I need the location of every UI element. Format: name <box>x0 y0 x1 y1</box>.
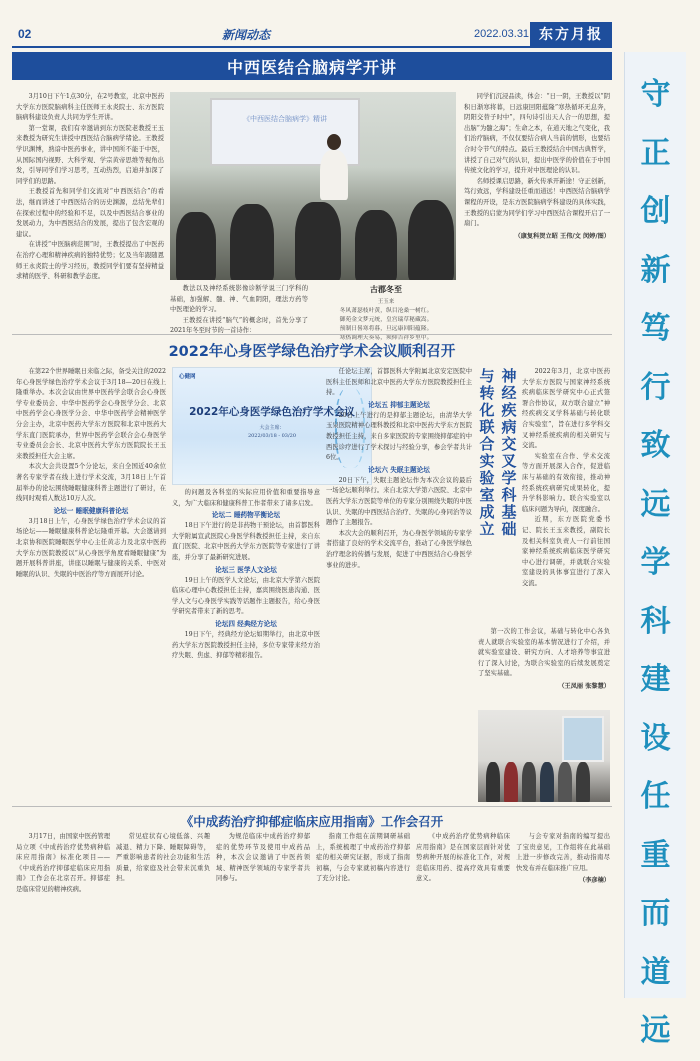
motto-char: 行 <box>640 369 671 405</box>
poem-line: 冬风萧瑟枝叶黄，纵目沧桑一树红。 <box>339 308 433 314</box>
article1-mid-column <box>170 284 308 337</box>
article3-vertical-title-left: 与转化联合实验室成立 <box>479 367 495 538</box>
motto-char: 而 <box>640 896 671 931</box>
article1-credit: （康复科贺立昭 王伟/文 闵婷/图） <box>514 232 610 240</box>
paragraph: 的问题及各科室的实际应用价值和重要指导意义，为广大临床和健康科普工作者带来了诸多启发。 <box>172 489 320 507</box>
paragraph: 名师授课启思路，新火传承开新途！守正创新，笃行致远，学科建设任重而道远！中西医结合脑病学课程的开设，是东方医院脑病学科建设的具体实践，王教授的启蒙为同学们学习中西医结合课程开启了一扇门。 <box>464 177 610 228</box>
speaker-figure <box>320 150 348 200</box>
paragraph: 第一堂课，我们有幸邀请到东方医院老教授王玉来教授为研究生讲授中西医结合脑病学绪论。王教授学识渊博，熟谙中医药事业，讲中国所不能于中医，从国际国内视野、大科学观、学宗黄帝思维等视角出发，引导同学们学习思考，互动热烈，启迪并加深了同学们的思路。 <box>16 124 164 185</box>
poem-body <box>316 307 456 343</box>
motto-char: 远 <box>640 1013 671 1048</box>
paragraph: 为规范临床中成药治疗抑郁症的优势环节及使用中成药品种，本次会议邀请了中医药领域、精神医学领域的专家学者共同参与。 <box>216 833 310 883</box>
motto-char: 建 <box>640 662 671 697</box>
paragraph: 在讲授“中医脑病范围”时，王教授提出了中医药在治疗心理和精神疾病的独特优势；忆及当年跟随恩师王永炎院士的学习经历，教授同学们要有坚持精益求精的医学、科研和教学态度。 <box>16 241 164 281</box>
window <box>562 716 604 762</box>
person-figure <box>522 762 536 802</box>
audience-figure <box>230 204 274 280</box>
paragraph: 近期，东方医院党委书记、院长王玉来教授，副院长及相关科室负责人一行前往国家神经系统疾病临床医学研究中心进行调研，并就联合实验室建设的具体事宜进行了深入交流。 <box>522 516 610 587</box>
banner-title: 2022年心身医学绿色治疗学术会议 <box>189 406 355 418</box>
paragraph: 第一次的工作会议，基础与转化中心各负责人就联合实验室的基本情况进行了介绍，并就实验室建设、研究方向、人才培养等事宜进行了深入讨论，为联合实验室的后续发展奠定了坚实基础。 <box>478 628 610 678</box>
audience-figure <box>408 200 454 280</box>
paragraph: 指南工作组在前期调研基础上，系统梳理了中成药治疗抑郁症的相关研究证据，形成了指南初稿，与会专家就初稿内容进行了充分讨论。 <box>316 833 410 883</box>
speaker-head <box>327 134 341 150</box>
motto-char: 道 <box>640 954 671 990</box>
poem-line: 御苑金文梦元统，皇宫瑞草秘藏嵩。 <box>339 317 433 323</box>
section-divider <box>12 334 612 335</box>
subheading: 论坛四 经典经方论坛 <box>215 619 277 628</box>
article2-title: 2022年心身医学绿色治疗学术会议顺利召开 <box>168 344 456 360</box>
lab-group-photo <box>478 710 610 802</box>
article4-credit: （李彦楠） <box>579 877 610 885</box>
motto-char: 任 <box>640 779 671 814</box>
article4-column-1 <box>16 832 110 896</box>
motto-char: 创 <box>640 194 671 229</box>
paragraph: 20日下午，失眠主题论坛作为本次会议的最后一场论坛顺利举行。来自北京大学第六医院、北京中医药大学东方医院等单位的专家分别围绕失眠的中医认识、失眠的中西医结合治疗、失眠的心身同治等议题作了主题报告。 <box>326 476 472 527</box>
poem-line: 寒热调理天奏易，须仰吉祥乡里中。 <box>339 335 433 341</box>
motto-char: 新 <box>640 252 671 288</box>
paragraph: 19日下午，经典经方论坛如期举行，由北京中医药大学东方医院教授担任主持，多位专家带来经方治疗失眠、焦虑、抑郁等精彩报告。 <box>172 630 320 660</box>
article4-column-4 <box>316 832 410 885</box>
article3-bottom <box>478 627 610 693</box>
motto-char: 学 <box>640 545 671 580</box>
audience-figure <box>355 210 397 280</box>
paragraph: 同学们沉浸品读，体会：“日一阴，王教授以“阴积日渐寒将暮，日远康回阳蕴隆”寒热循环无息奔，阴阳交替子时中”，四句诗引出天人合一的思想，提出脑“为髓之海”；生命之本，在道天地之气变化，我们治疗脑病，不仅仅要结合病人当前的情形，也要结合时令节气的特点。最后王教授结合中国古典哲学，讲授了自己对气的认识，提出中医学的价值在于中国传统文化的学习，提升对中医理论的认识。 <box>464 93 610 175</box>
paragraph: 在第22个世界睡眠日来临之际，备受关注的2022年心身医学绿色治疗学术会议于3月18—20日在线上隆重举办。本次会议由世界中医药学会联合会心身医学专业委员会、中华中医药学会心身医学分会、北京中医药学会心身医学分会、中华中医药学会精神医学分会主办，北京中医药大学东方医院和北京中医药大学东直门医院承办，世界中医药学会联合会心身医学专业委员会会长、北京中医药大学东方医院院长王玉来教授担任大会主席。 <box>16 368 166 460</box>
article1-title: 中西医结合脑病学开讲 <box>12 52 612 80</box>
paragraph: 王教授首先和同学们交流对“中西医结合”的看法，继而讲述了中西医结合的历史渊源，总结先辈们在探索过程中的经验和不足，以及中西医结合事业的发展动力，为中西医结合的发展，提出了包含宏观的建议。 <box>16 188 164 238</box>
article4-column-3 <box>216 832 310 885</box>
paragraph: 3月18日上午，心身医学绿色治疗学术会议的首场论坛——睡眠健康科普论坛隆重开幕。大会邀请到北京协和医院睡眠医学中心主任黄志力及北京中医药大学东方医院教授以“从心身医学角度看睡眠健康”为题开展科普讲座，讲座以睡眠与健康的关系、中医对睡眠的认识、失眠的中医治疗等方面展开讨论。 <box>16 517 166 578</box>
main-content <box>12 22 612 893</box>
motto-char: 设 <box>640 720 671 756</box>
article1-right-column <box>464 92 610 242</box>
subheading: 论坛五 抑郁主题论坛 <box>368 400 430 409</box>
section-name: 新闻动态 <box>222 27 271 42</box>
banner-logo: 心健网 <box>179 374 196 380</box>
audience-figure <box>176 212 216 280</box>
motto-sidebar <box>624 52 686 1048</box>
banner-chair: 大会主席： <box>259 425 285 431</box>
paragraph: 2022年3月，北京中医药大学东方医院与国家神经系统疾病临床医学研究中心正式签署合作协议，双方联合建立“神经疾病交叉学科基础与转化联合实验室”，旨在进行多学科交叉神经系统疾病的相关研究与交流。 <box>522 368 610 450</box>
subheading: 论坛三 医学人文论坛 <box>215 565 277 574</box>
motto-char: 科 <box>640 603 671 639</box>
section-divider <box>12 806 612 807</box>
poem-line: 预制日晷寒将暮，旦远康回阳蕴隆。 <box>339 326 433 332</box>
paragraph: 18日下午进行的是非药物干预论坛，由首都医科大学附属宣武医院心身医学科教授担任主持，来自东直门医院、北京中医药大学东方医院等专家进行了讲座，并分享了最新研究进展。 <box>172 522 320 561</box>
person-figure <box>504 762 518 802</box>
audience-figure <box>295 202 341 280</box>
paragraph: 19日上午的医学人文论坛，由北京大学第六医院临床心理中心教授担任主持，嘉宾围绕医患沟通、医学人文与心身医学实践等话题作主题报告，给心身医学研究者带来了新的思考。 <box>172 576 320 616</box>
lecture-photo <box>170 92 456 280</box>
motto-char: 笃 <box>640 311 671 346</box>
paragraph: 任论坛主席，首都医科大学附属北京安定医院中医科主任医师和北京中医药大学东方医院教授担任主持。 <box>326 368 472 397</box>
paragraph: 教法以及神经系统影像诊断学说三门学科的基础，加强解、髓、神、气血阴阳，理法方药等中医理论的学习。 <box>170 285 308 314</box>
motto-char: 正 <box>640 135 671 171</box>
paragraph: 常见症状有心境低落、兴趣减退、精力下降、睡眠障碍等，严重影响患者的社会功能和生活质量，给家庭及社会带来沉重负担。 <box>116 833 210 883</box>
subheading: 论坛六 失眠主题论坛 <box>368 465 430 474</box>
article2-column-3 <box>326 367 472 571</box>
paragraph: 本次大会共设置5个分论坛，来自全国近40余位著名专家学者在线上进行学术交流，3月18日上午首届举办的论坛围绕睡眠健康科普主题进行了研讨，在线同时观看人数达10万人次。 <box>16 463 166 503</box>
brand-logo: 东方月报 <box>530 22 612 46</box>
article3-vertical-title-right: 神经疾病交叉学科基础 <box>501 367 517 538</box>
motto-char: 重 <box>640 837 671 873</box>
page-header <box>12 22 612 48</box>
paragraph: 本次大会的顺利召开，为心身医学领域的专家学者搭建了良好的学术交流平台，推动了心身医学绿色治疗理念的传播与发展，促进了中西医结合心身医学事业的进步。 <box>326 529 472 569</box>
banner-dates: 2022/03/18 - 03/20 <box>247 433 297 439</box>
projector-screen: 《中西医结合脑病学》精讲 <box>210 98 360 166</box>
subheading: 论坛二 睡药物平衡论坛 <box>211 511 281 520</box>
person-figure <box>558 762 572 802</box>
article4-column-6 <box>516 832 610 887</box>
article2-column-1 <box>16 367 166 580</box>
article4-column-5 <box>416 832 510 885</box>
issue-date: 2022.03.31 <box>474 28 530 40</box>
paragraph: 3月17日，由国家中医药管理局立项《中成药治疗优势病种临床应用指南》标准化项目——《中成药治疗抑郁症临床应用指南》工作会在北京召开。抑郁症是临床常见的精神疾病。 <box>16 833 110 893</box>
paragraph: 实验室在合作、学术交流等方面开展深入合作，促进临床与基础的有效衔接，推动神经系统疾病研究成果转化，提升学科影响力。联合实验室以临床问题为导向，深度融合。 <box>522 452 610 513</box>
article3-column <box>522 367 610 589</box>
person-figure <box>486 762 500 802</box>
article3-credit: （王凤丽 张黎慧） <box>558 682 610 690</box>
paragraph: 与会专家对指南的编写提出了宝贵意见，工作组将在此基础上进一步修改完善，推动指南尽快发布并在临床推广应用。 <box>516 833 610 872</box>
article4-column-2 <box>116 832 210 885</box>
poem-author: 王玉来 <box>377 299 395 305</box>
poem-title: 古郡冬至 <box>370 285 402 294</box>
page-number: 02 <box>18 27 32 41</box>
person-figure <box>540 762 554 802</box>
motto-char: 远 <box>640 486 671 522</box>
paragraph: 《中成药治疗优势病种临床应用指南》是在国家层面针对优势病种开展的标准化工作，对规范临床用药、提高疗效具有重要意义。 <box>416 833 510 883</box>
motto-char: 致 <box>640 428 671 463</box>
paragraph: 王教授在讲授“脑气”的概念时，首先分享了2021年冬至时节的一首诗作： <box>170 316 308 335</box>
person-figure <box>576 762 590 802</box>
subheading: 论坛一 睡眠健康科普论坛 <box>53 506 129 515</box>
paragraph: 20日上午进行的是抑郁主题论坛，由清华大学玉泉医院精神心理科教授和北京中医药大学东方医院教授担任主持，来自多家医院的专家围绕抑郁症的中西医诊疗进行了学术探讨与经验分享，参会学者共计6位。 <box>326 411 472 462</box>
article1-left-column <box>16 92 164 283</box>
paragraph: 3月10日下午1点30分，在2号教室，北京中医药大学东方医院脑病科主任医师王永炎院士、东方医院脑病科建设负责人共同为学生开讲。 <box>16 93 164 122</box>
article2-column-2 <box>172 488 320 662</box>
article4-title: 《中成药治疗抑郁症临床应用指南》工作会召开 <box>180 814 444 829</box>
motto-char: 守 <box>640 77 671 112</box>
